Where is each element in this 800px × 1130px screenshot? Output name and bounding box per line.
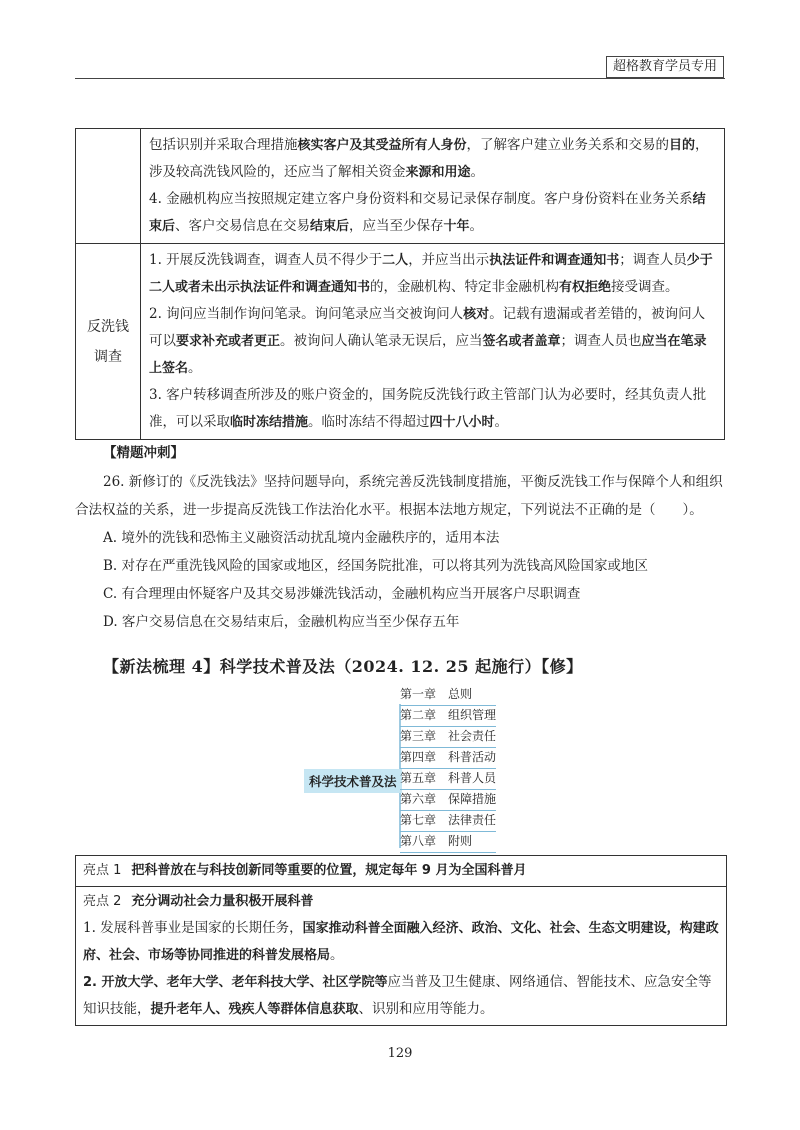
paragraph: 1. 发展科普事业是国家的长期任务，国家推动科普全面融入经济、政治、文化、社会、生态文明建设，构建政府、社会、市场等协同推进的科普发展格局。 xyxy=(83,920,719,963)
paragraph: 2. 开放大学、老年大学、老年科技大学、社区学院等应当普及卫生健康、网络通信、智能技术、应急安全等知识技能，提升老年人、残疾人等群体信息获取、识别和应用等能力。 xyxy=(83,974,712,1017)
paragraph: 4. 金融机构应当按照规定建立客户身份资料和交易记录保存制度。客户身份资料在业务关系结束后、客户交易信息在交易结束后，应当至少保存十年。 xyxy=(149,191,706,234)
mindmap-root: 科学技术普及法 xyxy=(304,769,402,793)
page-number: 129 xyxy=(387,1046,413,1061)
chapter-8: 第八章 附则 xyxy=(400,832,496,853)
paragraph: 包括识别并采取合理措施核实客户及其受益所有人身份，了解客户建立业务关系和交易的目的，涉及较高洗钱风险的，还应当了解相关资金来源和用途。 xyxy=(149,137,709,180)
law-section-title: 【新法梳理 4】科学技术普及法（2024. 12. 25 起施行）【修】 xyxy=(103,657,583,676)
chapter-4: 第四章 科普活动 xyxy=(400,748,496,769)
chapter-7: 第七章 法律责任 xyxy=(400,811,496,832)
highlights-box xyxy=(75,855,727,1026)
row-label: 反洗钱 调查 xyxy=(76,244,141,440)
table-row xyxy=(76,244,725,440)
chapter-mindmap xyxy=(300,685,510,855)
row-label-empty xyxy=(76,129,141,244)
paragraph: 2. 询问应当制作询问笔录。询问笔录应当交被询问人核对。记载有遗漏或者差错的，被询问人可以要求补充或者更正。被询问人确认笔录无误后，应当签名或者盖章；调查人员也应当在笔录上签名。 xyxy=(149,306,707,376)
row-content xyxy=(141,129,725,244)
law-table xyxy=(75,128,725,440)
practice-title: 【精题冲刺】 xyxy=(103,445,184,461)
option-c: C. 有合理理由怀疑客户及其交易涉嫌洗钱活动，金融机构应当开展客户尽职调查 xyxy=(103,586,581,602)
row-content xyxy=(141,244,725,440)
option-b: B. 对存在严重洗钱风险的国家或地区，经国务院批准，可以将其列为洗钱高风险国家或地区 xyxy=(103,558,649,574)
chapter-2: 第二章 组织管理 xyxy=(400,706,496,727)
header-rule xyxy=(75,78,725,79)
question-block xyxy=(75,468,725,636)
option-d: D. 客户交易信息在交易结束后，金融机构应当至少保存五年 xyxy=(103,614,460,630)
highlight-2 xyxy=(76,887,726,1025)
paragraph: 1. 开展反洗钱调查，调查人员不得少于二人，并应当出示执法证件和调查通知书；调查人员少于二人或者未出示执法证件和调查通知书的，金融机构、特定非金融机构有权拒绝接受调查。 xyxy=(149,252,713,295)
option-a: A. 境外的洗钱和恐怖主义融资活动扰乱境内金融秩序的，适用本法 xyxy=(103,530,500,546)
header-tag: 超格教育学员专用 xyxy=(606,56,724,78)
paragraph: 3. 客户转移调查所涉及的账户资金的，国务院反洗钱行政主管部门认为必要时，经其负责人批准，可以采取临时冻结措施。临时冻结不得超过四十八小时。 xyxy=(149,387,707,430)
question-stem: 26. 新修订的《反洗钱法》坚持问题导向，系统完善反洗钱制度措施，平衡反洗钱工作与保障个人和组织合法权益的关系，进一步提高反洗钱工作法治化水平。根据本法地方规定，下列说法不正确的是（ ）。 xyxy=(75,474,723,518)
chapter-5: 第五章 科普人员 xyxy=(400,769,496,790)
highlight-2-heading: 亮点 2 充分调动社会力量积极开展科普 xyxy=(83,894,314,909)
chapter-1: 第一章 总则 xyxy=(400,685,496,706)
table-row xyxy=(76,129,725,244)
chapter-6: 第六章 保障措施 xyxy=(400,790,496,811)
chapter-3: 第三章 社会责任 xyxy=(400,727,496,748)
highlight-1: 亮点 1 把科普放在与科技创新同等重要的位置，规定每年 9 月为全国科普月 xyxy=(76,856,726,887)
